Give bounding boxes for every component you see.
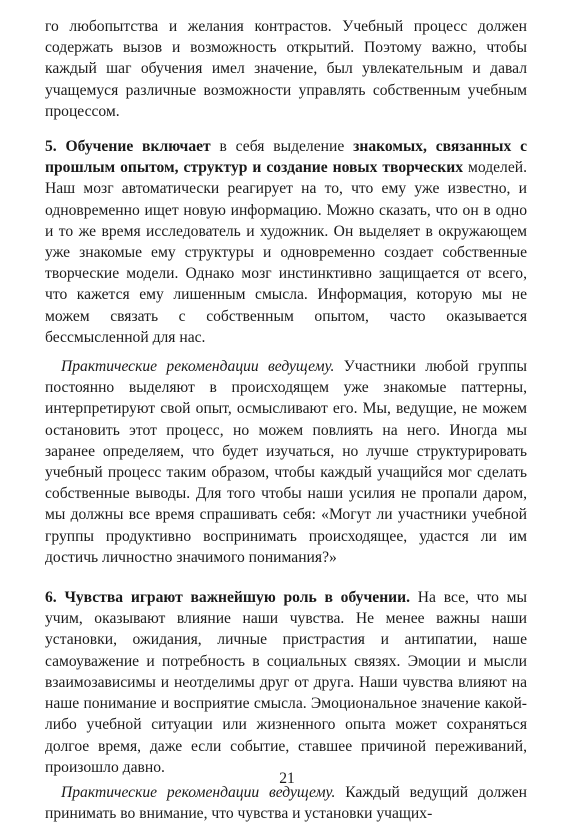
principle-6-heading: 6. Чувства играют важнейшую роль в обучении. (45, 589, 411, 607)
principle-6-text: На все, что мы учим, оказывают влияние наши чувства. Не менее важны наши установки, ожидания, личные пристрастия и антипатии, наше самоуважение и потребность в социальных связях. Эмоции и мысли взаимозависимы и неотделимы друг от друга. Наши чувства влияют на наше понимание и восприятие смысла. Эмоциональное значение какой-либо учебной ситуации или жизненного опыта может сохраняться долгое время, даже если событие, ставшее причиной переживаний, произошло давно. (45, 589, 527, 776)
paragraph-recommendation-5 (45, 356, 527, 568)
principle-5-connector: в себя выделение (210, 138, 354, 156)
principle-5-text: моделей. Наш мозг автоматически реагирует на то, что ему уже известно, и одновременно ищет новую информацию. Можно сказать, что он в одно и то же время исследователь и художник. Он выделяет в окружающем уже знакомые ему структуры и одновременно создает собственные творческие модели. Однако мозг инстинктивно защищается от всего, что кажется ему лишенным смысла. Информация, которую мы не можем связать с собственным опытом, часто оказывается бессмысленной для нас. (45, 159, 527, 346)
recommendation-5-text: Участники любой группы постоянно выделяют в происходящем уже знакомые паттерны, интерпретируют свой опыт, осмысливают его. Мы, ведущие, не можем остановить этот процесс, но можем повлиять на него. Иногда мы заранее определяем, что будет изучаться, но лучше структурировать учебный процесс таким образом, чтобы каждый учащийся мог сделать собственные выводы. Для того чтобы наши усилия не пропали даром, мы должны все время спрашивать себя: «Могут ли участники учебной группы продуктивно воспринимать происходящее, удастся ли им достичь личностно значимого понимания?» (45, 358, 527, 566)
paragraph-principle-6 (45, 587, 527, 778)
recommendation-6-text: Каждый ведущий должен принимать во внимание, что чувства и установки учащих- (45, 783, 527, 823)
principle-5-heading-cont: знакомых, связанных с прошлым опытом, структур и создание новых творческих (45, 138, 527, 177)
paragraph-principle-5 (45, 136, 527, 348)
paragraph-intro-text: го любопытства и желания контрастов. Учебный процесс должен содержать вызов и возможность открытий. Поэтому важно, чтобы каждый шаг обучения имел значение, был увлекательным и давал учащемуся различные возможности управлять собственным учебным процессом. (45, 18, 527, 120)
recommendation-6-label: Практические рекомендации ведущему. (61, 783, 336, 801)
principle-5-heading: 5. Обучение включает (45, 138, 211, 156)
paragraph-intro (45, 16, 527, 122)
recommendation-5-label: Практические рекомендации ведущему. (61, 358, 335, 376)
page-number: 21 (279, 770, 295, 787)
page-body (45, 16, 527, 824)
